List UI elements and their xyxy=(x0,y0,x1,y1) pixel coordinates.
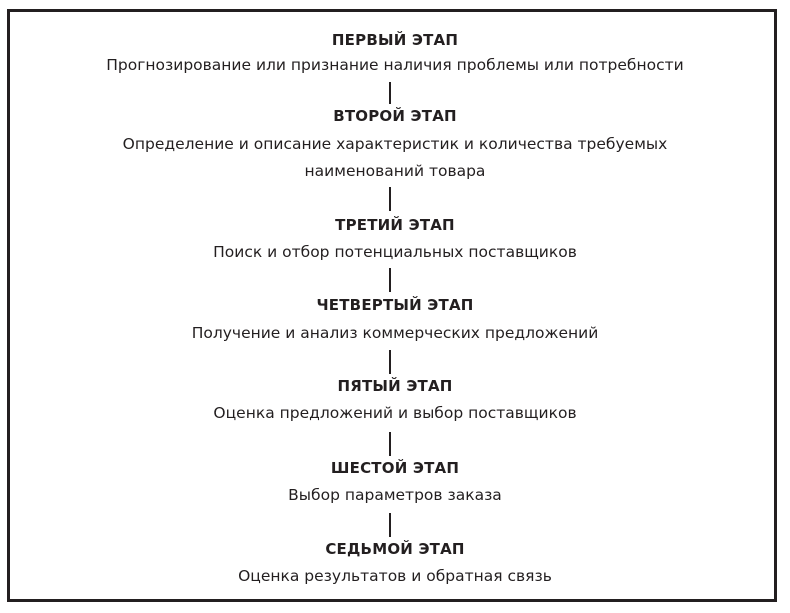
stage-6-description: Выбор параметров заказа xyxy=(288,486,502,504)
connector-3-4 xyxy=(389,268,391,292)
stage-7-description: Оценка результатов и обратная связь xyxy=(238,567,552,585)
stage-7-title: СЕДЬМОЙ ЭТАП xyxy=(325,540,465,558)
connector-4-5 xyxy=(389,350,391,374)
stage-1-description: Прогнозирование или признание наличия проблемы или потребности xyxy=(106,56,684,74)
stage-4-description: Получение и анализ коммерческих предложений xyxy=(191,324,599,342)
stage-3-title: ТРЕТИЙ ЭТАП xyxy=(335,216,455,234)
stage-2-description: Определение и описание характеристик и количества требуемых наименований товара xyxy=(122,135,668,180)
connector-1-2 xyxy=(389,82,391,104)
stage-5-description: Оценка предложений и выбор поставщиков xyxy=(213,404,577,422)
connector-2-3 xyxy=(389,187,391,211)
stage-3-description: Поиск и отбор потенциальных поставщиков xyxy=(213,243,577,261)
connector-6-7 xyxy=(389,513,391,537)
connector-5-6 xyxy=(389,432,391,456)
stage-6-title: ШЕСТОЙ ЭТАП xyxy=(330,459,460,477)
stage-4-title: ЧЕТВЕРТЫЙ ЭТАП xyxy=(316,296,474,314)
stage-2-title: ВТОРОЙ ЭТАП xyxy=(333,107,457,125)
stage-1-title: ПЕРВЫЙ ЭТАП xyxy=(331,31,459,49)
stage-5-title: ПЯТЫЙ ЭТАП xyxy=(337,377,453,395)
